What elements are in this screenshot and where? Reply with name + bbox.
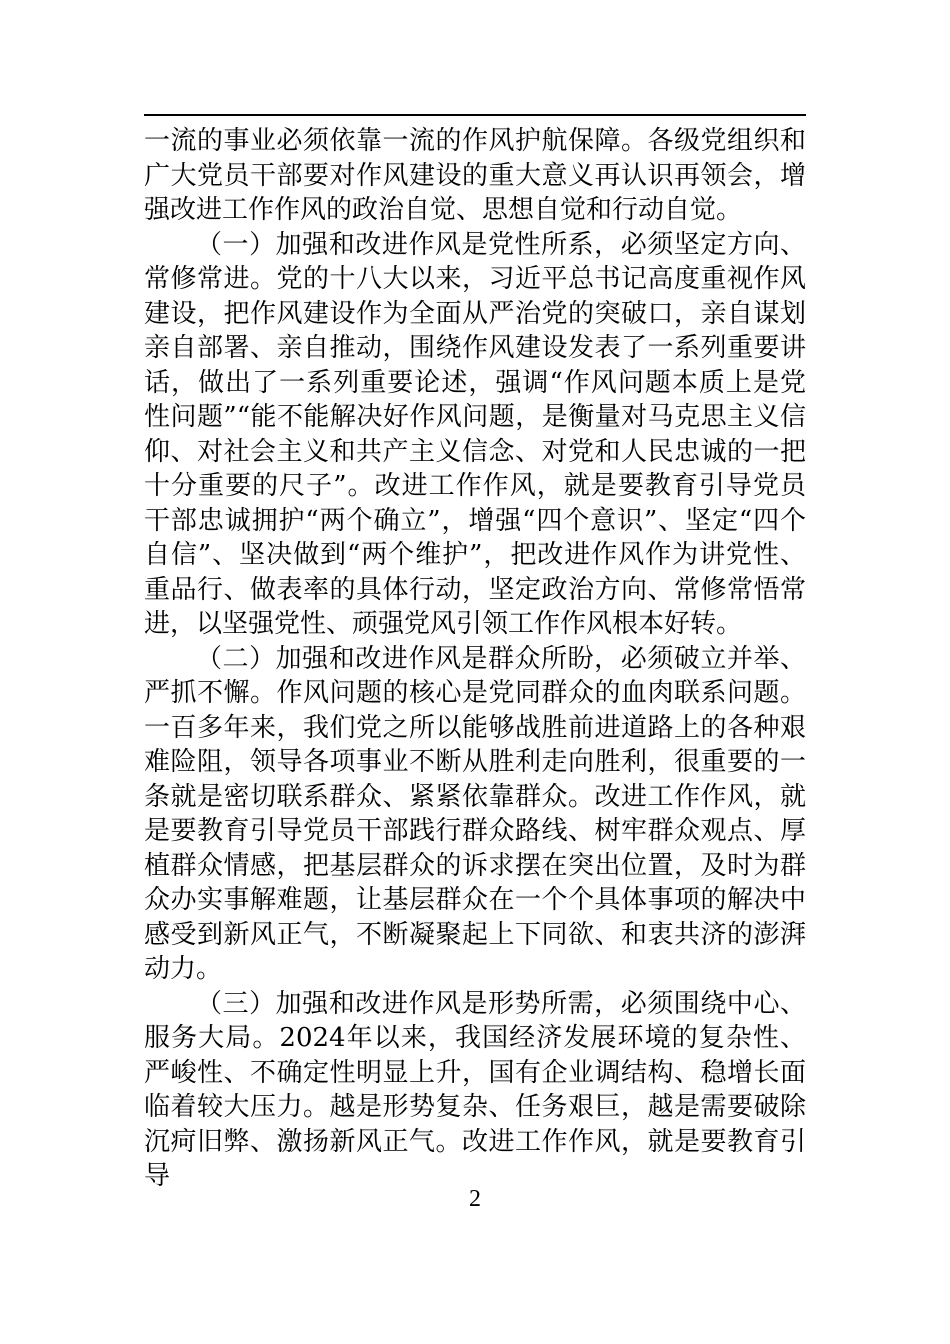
paragraph-section-2: （二）加强和改进作风是群众所盼，必须破立并举、严抓不懈。作风问题的核心是党同群众的血肉联系问题。一百多年来，我们党之所以能够战胜前进道路上的各种艰难险阻，领导各项事业不断从胜利走向胜利，很重要的一条就是密切联系群众、紧紧依靠群众。改进工作作风，就是要教育引导党员干部践行群众路线、树牢群众观点、厚植群众情感，把基层群众的诉求摆在突出位置，及时为群众办实事解难题，让基层群众在一个个具体事项的解决中感受到新风正气，不断凝聚起上下同欲、和衷共济的澎湃动力。 <box>144 643 806 984</box>
page-number: 2 <box>469 1186 481 1212</box>
document-body <box>144 124 806 1194</box>
paragraph-intro: 一流的事业必须依靠一流的作风护航保障。各级党组织和广大党员干部要对作风建设的重大意义再认识再领会，增强改进工作作风的政治自觉、思想自觉和行动自觉。 <box>144 126 806 225</box>
header-rule <box>144 114 806 116</box>
paragraph-section-3: （三）加强和改进作风是形势所需，必须围绕中心、服务大局。2024年以来，我国经济发展环境的复杂性、严峻性、不确定性明显上升，国有企业调结构、稳增长面临着较大压力。越是形势复杂、任务艰巨，越是需要破除沉疴旧弊、激扬新风正气。改进工作作风，就是要教育引导 <box>144 988 806 1191</box>
paragraph-section-1: （一）加强和改进作风是党性所系，必须坚定方向、常修常进。党的十八大以来，习近平总书记高度重视作风建设，把作风建设作为全面从严治党的突破口，亲自谋划亲自部署、亲自推动，围绕作风建设发表了一系列重要讲话，做出了一系列重要论述，强调“作风问题本质上是党性问题”“能不能解决好作风问题，是衡量对马克思主义信仰、对社会主义和共产主义信念、对党和人民忠诚的一把十分重要的尺子”。改进工作作风，就是要教育引导党员干部忠诚拥护“两个确立”，增强“四个意识”、坚定“四个自信”、坚决做到“两个维护”，把改进作风作为讲党性、重品行、做表率的具体行动，坚定政治方向、常修常悟常进，以坚强党性、顽强党风引领工作作风根本好转。 <box>144 229 806 639</box>
